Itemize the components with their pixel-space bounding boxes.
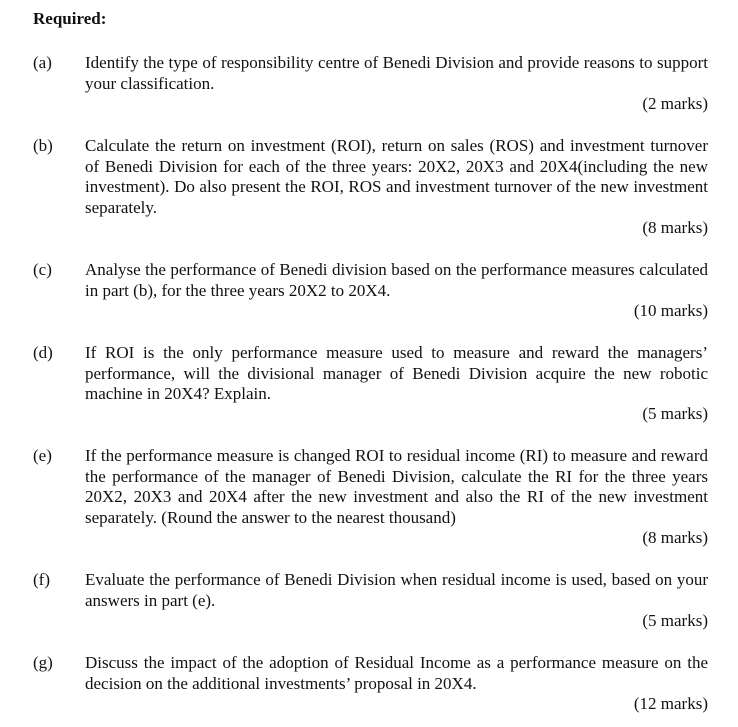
question-label: (g) <box>33 653 53 672</box>
question-label: (f) <box>33 570 50 589</box>
question-text: Evaluate the performance of Benedi Division when residual income is used, based on your answers in part (e). <box>85 570 708 610</box>
question-marks: (2 marks) <box>642 94 708 113</box>
question-marks: (5 marks) <box>642 611 708 630</box>
question-marks: (10 marks) <box>633 301 708 320</box>
question-text: Discuss the impact of the adoption of Residual Income as a performance measure on the decision on the additional investments’ proposal in 20X4. <box>85 653 708 693</box>
question-text: If ROI is the only performance measure used to measure and reward the managers’ performance, will the divisional manager of Benedi Division acquire the new robotic machine in 20X4? Explain. <box>85 343 708 403</box>
question-label: (e) <box>33 446 52 465</box>
question-text: Analyse the performance of Benedi division based on the performance measures calculated in part (b), for the three years 20X2 to 20X4. <box>85 260 708 300</box>
question-text: Calculate the return on investment (ROI), return on sales (ROS) and investment turnover of Benedi Division for each of the three years: 20X2, 20X3 and 20X4(including the new investment). Do also present the ROI, ROS and investment turnover of the new investment separately. <box>85 136 708 217</box>
question-marks: (12 marks) <box>633 694 708 713</box>
question-label: (c) <box>33 260 52 279</box>
question-label: (a) <box>33 53 52 72</box>
question-text: Identify the type of responsibility centre of Benedi Division and provide reasons to support your classification. <box>85 53 708 93</box>
question-marks: (5 marks) <box>642 404 708 423</box>
question-marks: (8 marks) <box>642 218 708 237</box>
question-label: (d) <box>33 343 53 362</box>
question-marks: (8 marks) <box>642 528 708 547</box>
section-heading: Required: <box>33 9 107 28</box>
question-label: (b) <box>33 136 53 155</box>
question-text: If the performance measure is changed ROI to residual income (RI) to measure and reward the performance of the manager of Benedi Division, calculate the RI for the three years 20X2, 20X3 and 20X4 after the new investment and also the RI of the new investment separately. (Round the answer to the nearest thousand) <box>85 446 708 527</box>
